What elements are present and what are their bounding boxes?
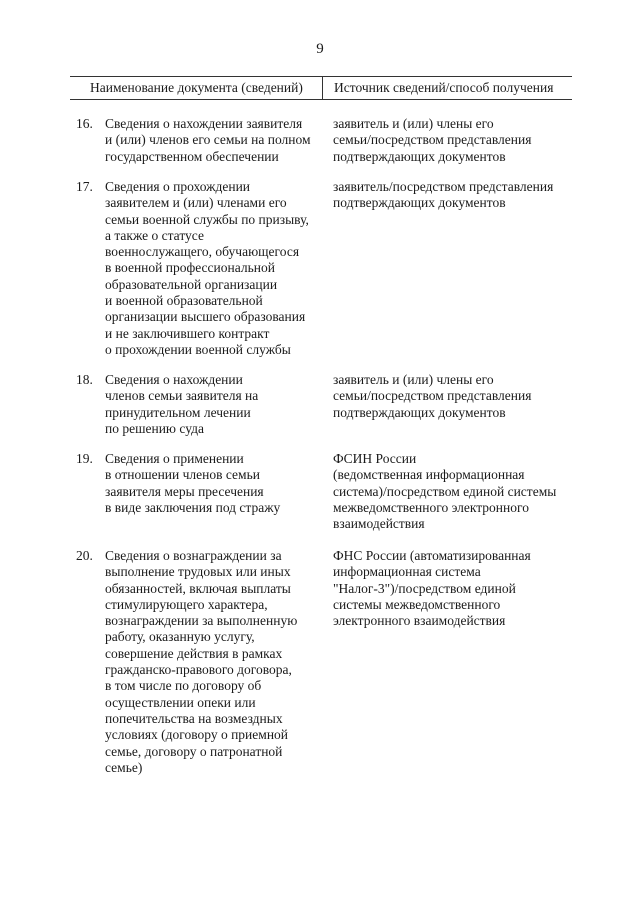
table-header: [70, 76, 572, 100]
source-cell: ФСИН России (ведомственная информационная система)/посредством единой системы межведомственного электронного взаимодействия: [333, 451, 557, 532]
source-cell: ФНС России (автоматизированная информационная система "Налог-3")/посредством единой системы межведомственного электронного взаимодействия: [333, 548, 531, 629]
row-number: 18.: [76, 372, 93, 387]
document-name-cell: Сведения о нахождении членов семьи заявителя на принудительном лечении по решению суда: [105, 372, 259, 436]
column-header-source: Источник сведений/способ получения: [334, 80, 554, 95]
row-number: 16.: [76, 116, 93, 131]
document-name-cell: Сведения о прохождении заявителем и (или) членами его семьи военной службы по призыву, а также о статусе военнослужащего, обучающегося в военной профессиональной образовательной организации и военной образовательной организации высшего образования и не заключившего контракт о прохождении военной службы: [105, 179, 309, 357]
page-number: 9: [316, 41, 324, 57]
document-name-cell: Сведения о применении в отношении членов семьи заявителя меры пресечения в виде заключения под стражу: [105, 451, 281, 515]
row-number: 17.: [76, 179, 93, 194]
source-cell: заявитель/посредством представления подтверждающих документов: [333, 179, 554, 211]
column-divider: [322, 77, 323, 99]
row-number: 20.: [76, 548, 93, 563]
source-cell: заявитель и (или) члены его семьи/посредством представления подтверждающих документов: [333, 116, 532, 164]
document-name-cell: Сведения о вознаграждении за выполнение трудовых или иных обязанностей, включая выплаты стимулирующего характера, вознаграждении за выполненную работу, оказанную услугу, совершение действия в рамках гражданско-правового договора, в том числе по договору об осуществлении опеки или попечительства на возмездных условиях (договору о приемной семье, договору о патронатной семье): [105, 548, 298, 775]
source-cell: заявитель и (или) члены его семьи/посредством представления подтверждающих документов: [333, 372, 532, 420]
column-header-document-name: Наименование документа (сведений): [90, 80, 303, 95]
document-name-cell: Сведения о нахождении заявителя и (или) членов его семьи на полном государственном обеспечении: [105, 116, 311, 164]
row-number: 19.: [76, 451, 93, 466]
